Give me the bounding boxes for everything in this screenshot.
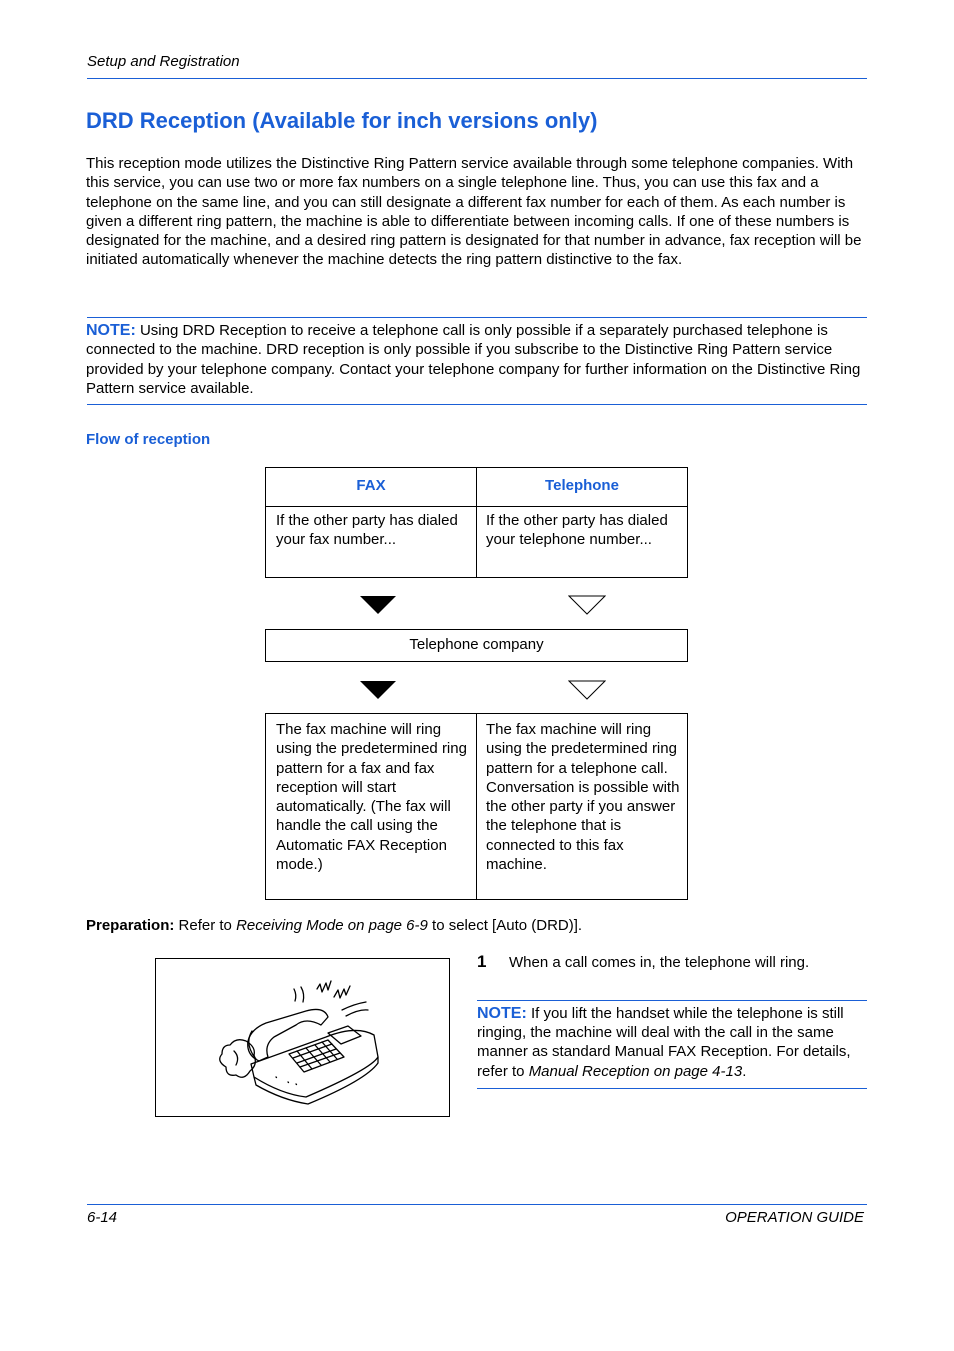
dial-table-header-rule [265,506,688,507]
page-title: DRD Reception (Available for inch versions only) [86,108,598,133]
note2-text: If you lift the handset while the telephone is still ringing, the machine will deal with the call in the same manner as standard Manual FAX Reception. For details, refer to [477,1005,851,1080]
fax-result-cell: The fax machine will ring using the predetermined ring pattern for a fax and fax reception will start automatically. (The fax will handle the call using the Automatic FAX Reception mode.) [276,721,467,874]
note2-link[interactable]: Manual Reception on page 4-13 [528,1062,743,1080]
result-table-divider [476,713,477,900]
note-label: NOTE: [86,322,136,339]
fax-column-header: FAX [356,477,386,494]
preparation-text: Refer to [174,917,237,934]
note-top-rule [87,317,867,318]
intro-paragraph: This reception mode utilizes the Distinctive Ring Pattern service available through some telephone companies. With this service, you can use two or more fax numbers on a single telephone line. Thus, you can use this fax and a telephone on the same line, and you can still designate a different fax number for each of them. As each number is given a different ring pattern, the machine is able to differentiate between incoming calls. If one of these numbers is designated for the machine, and a desired ring pattern is designated for that number in advance, fax reception will be initiated automatically whenever the machine detects the ring pattern distinctive to the fax. [86,155,862,269]
flow-heading: Flow of reception [86,431,211,448]
guide-title: OPERATION GUIDE [725,1209,864,1226]
note-bottom-rule [87,404,867,405]
fax-arrow-down-icon-2 [359,680,397,700]
footer-rule [87,1204,867,1205]
note2-label: NOTE: [477,1005,527,1022]
preparation-link[interactable]: Receiving Mode on page 6-9 [236,917,428,934]
ringing-phone-icon [156,959,449,1116]
note2-bottom-rule [477,1088,867,1089]
note-text: Using DRD Reception to receive a telephone call is only possible if a separately purchased telephone is connected to the machine. DRD reception is only possible if you subscribe to the Distinctive Ring Pattern service provided by your telephone company. Contact your telephone company for further information on the Distinctive Ring Pattern service available. [86,322,861,397]
fax-arrow-down-icon [359,595,397,615]
fax-dial-cell: If the other party has dialed your fax number... [276,512,458,549]
tel-result-cell: The fax machine will ring using the predetermined ring pattern for a telephone call. Conversation is possible with the other party if you answer the telephone that is connected to this fax machine. [486,721,680,874]
telephone-column-header: Telephone [545,477,619,494]
note2-top-rule [477,1000,867,1001]
tel-arrow-down-icon-2 [568,680,606,700]
step-number: 1 [477,952,487,971]
step-text: When a call comes in, the telephone will ring. [509,954,810,971]
header-rule [87,78,867,79]
note-block [86,321,866,398]
ringing-telephone-illustration [155,958,450,1117]
running-header: Setup and Registration [87,53,240,70]
preparation-text-end: to select [Auto (DRD)]. [427,917,583,934]
page-number: 6-14 [87,1209,118,1226]
preparation-line [86,917,582,934]
telephone-company-label: Telephone company [409,636,544,653]
tel-arrow-down-icon [568,595,606,615]
note2-end: . [742,1062,747,1080]
preparation-label: Preparation: [86,917,175,934]
note2-block [477,1004,867,1081]
tel-dial-cell: If the other party has dialed your telephone number... [486,512,668,549]
